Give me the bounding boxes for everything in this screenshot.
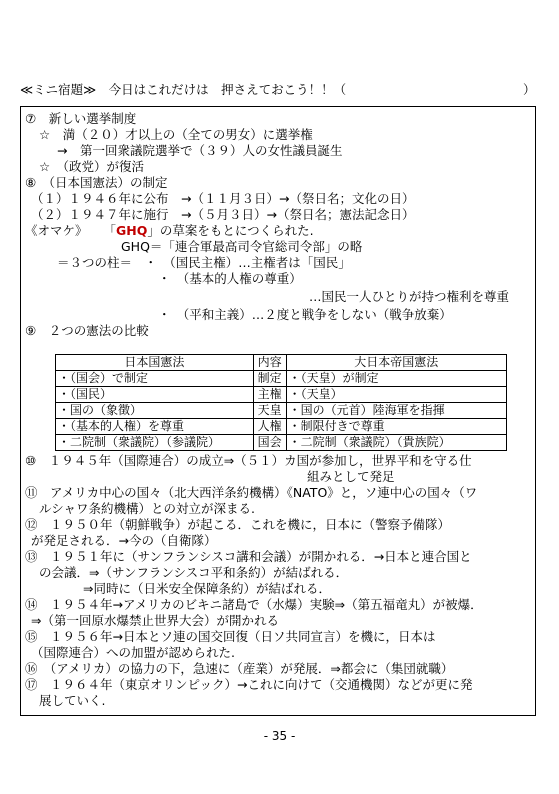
item-15-line-2: （国際連合）への加盟が認められた. <box>31 645 235 660</box>
header-dainippon: 大日本帝国憲法 <box>286 355 506 371</box>
omake-line <box>25 223 314 239</box>
table-cell: 主権 <box>253 387 286 403</box>
pillar-human-rights: ・ （基本的人権の尊重） <box>158 271 302 286</box>
table-cell: ・（国会）で制定 <box>56 371 254 387</box>
table-cell: ・国の（象徴） <box>56 403 254 419</box>
item-17-line-1: ⑰ １９６４年（東京オリンピック）→これに向けて（交通機関）などが更に発 <box>25 677 473 692</box>
table-cell: ・（国民） <box>56 387 254 403</box>
item-8-heading: ⑧ （日本国憲法）の制定 <box>25 175 168 190</box>
table-row <box>56 371 507 387</box>
pillar-sovereignty: ＝３つの柱＝ ・ （国民主権）…主権者は「国民」 <box>57 255 351 270</box>
table-cell: 天皇 <box>253 403 286 419</box>
omake-open: 「 <box>103 223 117 238</box>
table-cell: 人権 <box>253 419 286 435</box>
homework-header <box>20 80 540 96</box>
table-cell: ・制限付きで尊重 <box>286 419 506 435</box>
table-cell: ・二院制（衆議院）（貴族院） <box>286 435 506 451</box>
item-14-line-1: ⑭ １９５４年→アメリカのビキニ諸島で（水爆）実験⇒（第五福竜丸）が被爆． <box>25 597 483 612</box>
homework-close-paren: ） <box>523 82 536 97</box>
human-rights-note: …国民一人ひとりが持つ権利を尊重 <box>309 289 510 304</box>
table-header-row <box>56 355 507 371</box>
item-12-line-1: ⑫ １９５０年（朝鮮戦争）が起こる．これを機に，日本に（警察予備隊） <box>25 517 451 532</box>
suffrage-line: ☆ 満（２０）才以上の（全ての男女）に選挙権 <box>39 127 313 142</box>
item-7-heading: ⑦ 新しい選挙制度 <box>25 111 137 126</box>
item-13-line-3: ⇒同時に（日米安全保障条約）が結ばれる． <box>83 581 331 596</box>
item-15-line-1: ⑮ １９５６年→日本とソ連の国交回復（日ソ共同宣言）を機に，日本は <box>25 629 436 644</box>
table-row <box>56 403 507 419</box>
item-10-line-1: ⑩ １９４５年（国際連合）の成立⇒（５１）カ国が参加し，世界平和を守る仕 <box>25 453 472 468</box>
item-16-line: ⑯ （アメリカ）の協力の下，急速に（産業）が発展．⇒都会に（集団就職） <box>25 661 454 676</box>
header-nihonkoku: 日本国憲法 <box>56 355 254 371</box>
header-content: 内容 <box>253 355 286 371</box>
item-9-heading: ⑨ ２つの憲法の比較 <box>25 323 149 338</box>
table-row <box>56 419 507 435</box>
enforcement-line: （２）１９４７年に施行 →（５月３日）→（祭日名；憲法記念日） <box>31 207 415 222</box>
table-row <box>56 435 507 451</box>
omake-text: の草案をもとにつくられた. <box>159 223 314 238</box>
item-13-line-2: の会議．⇒（サンフランシスコ平和条約）が結ばれる． <box>39 565 349 580</box>
ghq-highlight: GHQ <box>116 223 148 238</box>
party-line: ☆ （政党）が復活 <box>39 159 144 174</box>
table-row <box>56 387 507 403</box>
item-14-line-2: ⇒（第一回原水爆禁止世界大会）が開かれる <box>31 613 279 628</box>
first-election-line: → 第一回衆議院選挙で（３９）人の女性議員誕生 <box>57 143 343 158</box>
page-number: - 35 - <box>263 729 296 743</box>
promulgation-line: （１）１９４６年に公布 →（１１月３日）→（祭日名；文化の日） <box>31 191 415 206</box>
table-cell: ・国の（元首）陸海軍を指揮 <box>286 403 506 419</box>
table-cell: ・二院制（衆議院）（参議院） <box>56 435 254 451</box>
item-12-line-2: が発足される．→今の（自衛隊） <box>31 533 217 548</box>
table-cell: ・（基本的人権）を尊重 <box>56 419 254 435</box>
table-cell: 国会 <box>253 435 286 451</box>
item-11-line-1: ⑪ アメリカ中心の国々（北大西洋条約機構）《NATO》と，ソ連中心の国々（ワ <box>25 485 478 500</box>
homework-title: ≪ミニ宿題≫ 今日はこれだけは 押さえておこう！！（ <box>20 82 347 97</box>
omake-label: 《オマケ》 <box>25 223 88 238</box>
table-cell: ・（天皇）が制定 <box>286 371 506 387</box>
item-17-line-2: 展していく. <box>39 693 106 708</box>
table-cell: ・（天皇） <box>286 387 506 403</box>
item-11-line-2: ルシャワ条約機構）との対立が深まる. <box>39 501 255 516</box>
pillar-pacifism: ・ （平和主義）…２度と戦争をしない（戦争放棄） <box>158 307 452 322</box>
ghq-definition: GHQ＝「連合軍最高司令官総司令部」の略 <box>121 239 363 254</box>
item-13-line-1: ⑬ １９５１年に（サンフランシスコ講和会議）が開かれる．→日本と連合国と <box>25 549 472 564</box>
omake-close: 」 <box>147 223 160 238</box>
table-cell: 制定 <box>253 371 286 387</box>
item-10-line-2: 組みとして発足 <box>307 469 395 484</box>
constitution-comparison-table <box>55 354 507 451</box>
